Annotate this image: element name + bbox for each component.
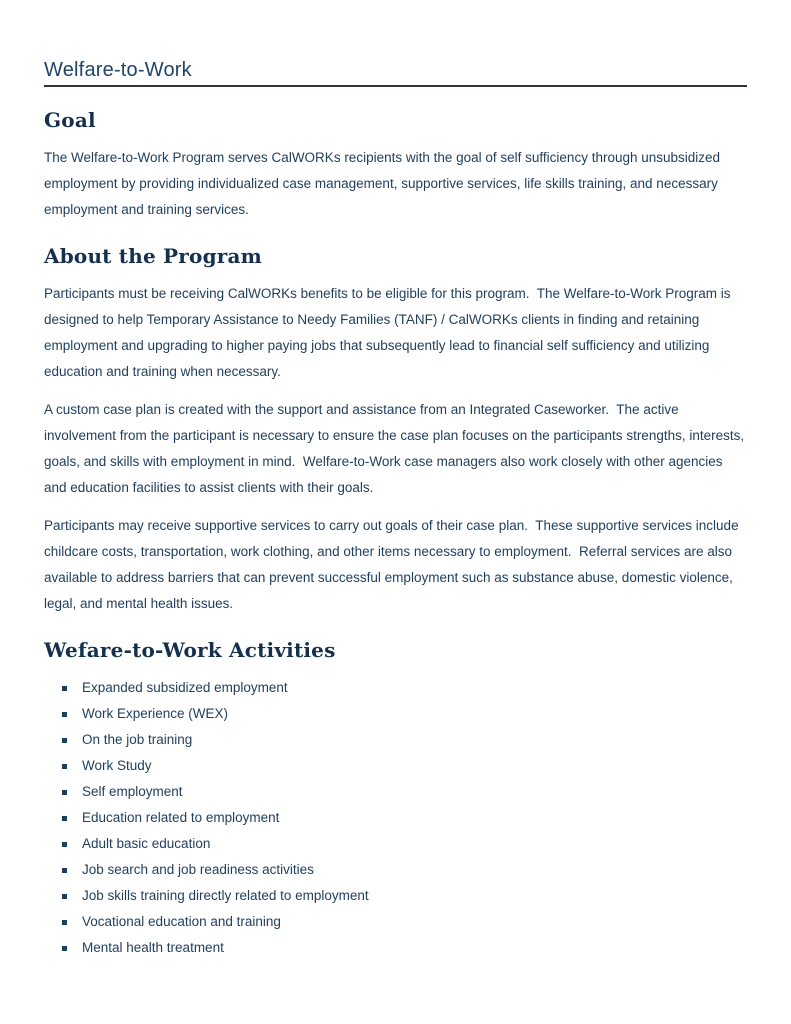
square-bullet-icon [62, 738, 67, 743]
activity-item [44, 909, 747, 935]
square-bullet-icon [62, 764, 67, 769]
activity-item [44, 675, 747, 701]
about-paragraph-1: Participants must be receiving CalWORKs benefits to be eligible for this program. The Welfare-to-Work Program is designed to help Temporary Assistance to Needy Families (TANF) / CalWORKs clients in finding and retaining employment and upgrading to higher paying jobs that subsequently lead to financial self sufficiency and utilizing education and training when necessary. [44, 286, 735, 379]
square-bullet-icon [62, 868, 67, 873]
about-paragraph-3: Participants may receive supportive services to carry out goals of their case plan. These supportive services include childcare costs, transportation, work clothing, and other items necessary to employment. Referral services are also available to address barriers that can prevent successful employment such as substance abuse, domestic violence, legal, and mental health issues. [44, 518, 743, 611]
activity-item [44, 805, 747, 831]
about-heading: About the Program [44, 244, 263, 268]
activity-label: Job skills training directly related to employment [82, 888, 369, 903]
activity-label: Expanded subsidized employment [82, 680, 288, 695]
activity-item [44, 753, 747, 779]
activity-item [44, 701, 747, 727]
activities-list [44, 675, 747, 961]
about-paragraph-2: A custom case plan is created with the support and assistance from an Integrated Caseworker. The active involvement from the participant is necessary to ensure the case plan focuses on the participants strengths, interests, goals, and skills with employment in mind. Welfare-to-Work case managers also work closely with other agencies and education facilities to assist clients with their goals. [44, 402, 748, 495]
square-bullet-icon [62, 894, 67, 899]
activity-label: Self employment [82, 784, 183, 799]
square-bullet-icon [62, 946, 67, 951]
activity-label: Mental health treatment [82, 940, 224, 955]
activity-item [44, 727, 747, 753]
title-rule-divider [44, 85, 747, 87]
section-activities [44, 637, 747, 961]
activity-label: Work Experience (WEX) [82, 706, 229, 721]
activity-label: Education related to employment [82, 810, 280, 825]
document-header [44, 58, 747, 87]
square-bullet-icon [62, 842, 67, 847]
section-about-the-program [44, 243, 747, 617]
activity-label: Adult basic education [82, 836, 211, 851]
activity-label: Vocational education and training [82, 914, 281, 929]
goal-paragraph: The Welfare-to-Work Program serves CalWORKs recipients with the goal of self sufficiency through unsubsidized employment by providing individualized case management, supportive services, life skills training, and necessary employment and training services. [44, 150, 724, 217]
square-bullet-icon [62, 712, 67, 717]
page-title: Welfare-to-Work [44, 59, 192, 81]
square-bullet-icon [62, 920, 67, 925]
square-bullet-icon [62, 790, 67, 795]
activity-label: Job search and job readiness activities [82, 862, 314, 877]
square-bullet-icon [62, 816, 67, 821]
activity-item [44, 857, 747, 883]
section-goal [44, 107, 747, 223]
activity-item [44, 779, 747, 805]
goal-heading: Goal [44, 108, 96, 132]
square-bullet-icon [62, 686, 67, 691]
activity-item [44, 831, 747, 857]
activity-item [44, 935, 747, 961]
activity-item [44, 883, 747, 909]
activities-heading: Wefare-to-Work Activities [44, 638, 336, 662]
activity-label: On the job training [82, 732, 193, 747]
activity-label: Work Study [82, 758, 152, 773]
